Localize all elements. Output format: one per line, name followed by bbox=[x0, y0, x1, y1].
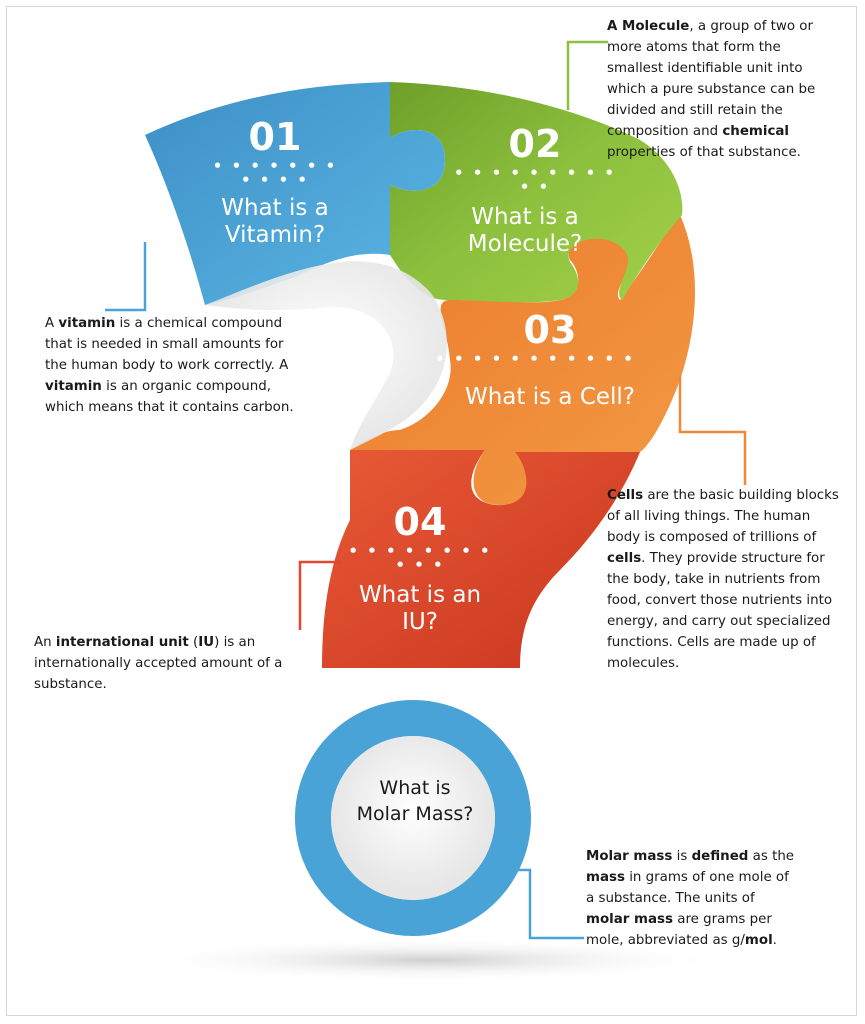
piece-03-dots: • • • • • • • • • • • bbox=[435, 350, 635, 368]
connector-molecule bbox=[568, 42, 608, 110]
piece-02-question-line1: What is a bbox=[471, 204, 579, 230]
piece-04-dots: • • • • • • • • • • • bbox=[348, 542, 492, 574]
connector-vitamin bbox=[105, 242, 145, 310]
iu-description: An international unit (IU) is an internationally accepted amount of a substance. bbox=[34, 635, 283, 692]
piece-02-dots: • • • • • • • • • • • bbox=[453, 164, 617, 196]
piece-03-label bbox=[435, 308, 660, 411]
piece-04-question-line2: IU? bbox=[402, 609, 438, 635]
piece-01-number: 01 bbox=[248, 115, 302, 159]
piece-02-question-line2: Molecule? bbox=[467, 231, 583, 257]
piece-02-label bbox=[445, 122, 625, 258]
piece-04-question-line1: What is an bbox=[358, 582, 482, 608]
piece-01-label bbox=[210, 115, 340, 249]
cell-description: Cells are the basic building blocks of all living things. The human body is composed of trillions of cells. They provide structure for the body, take in nutrients from food, convert those nutrients into energy, and carry out specialized functions. Cells are made up of molecules. bbox=[607, 488, 839, 671]
molar-question-line2: Molar Mass? bbox=[356, 803, 474, 825]
molecule-description: A Molecule, a group of two or more atoms that form the smallest identifiable unit into which a pure substance can be divided and still retain the composition and chemical properties of that substance. bbox=[607, 19, 816, 160]
piece-04-label bbox=[340, 500, 500, 636]
molar-description: Molar mass is defined as the mass in grams of one mole of a substance. The units of molar mass are grams per mole, abbreviated as g/mol. bbox=[586, 849, 795, 948]
molar-question-line1: What is bbox=[379, 777, 451, 799]
piece-03-number: 03 bbox=[523, 308, 577, 352]
piece-01-question-line1: What is a bbox=[221, 195, 329, 221]
molar-question bbox=[335, 775, 495, 827]
piece-02-number: 02 bbox=[508, 122, 562, 166]
connector-cell bbox=[680, 375, 745, 485]
vitamin-description: A vitamin is a chemical compound that is needed in small amounts for the human body to work correctly. A vitamin is an organic compound, which means that it contains carbon. bbox=[45, 316, 294, 415]
piece-01-dots: • • • • • • • • • • • bbox=[212, 157, 338, 189]
piece-03-question: What is a Cell? bbox=[464, 384, 636, 410]
piece-01-question-line2: Vitamin? bbox=[224, 222, 326, 248]
piece-04-number: 04 bbox=[393, 500, 447, 544]
